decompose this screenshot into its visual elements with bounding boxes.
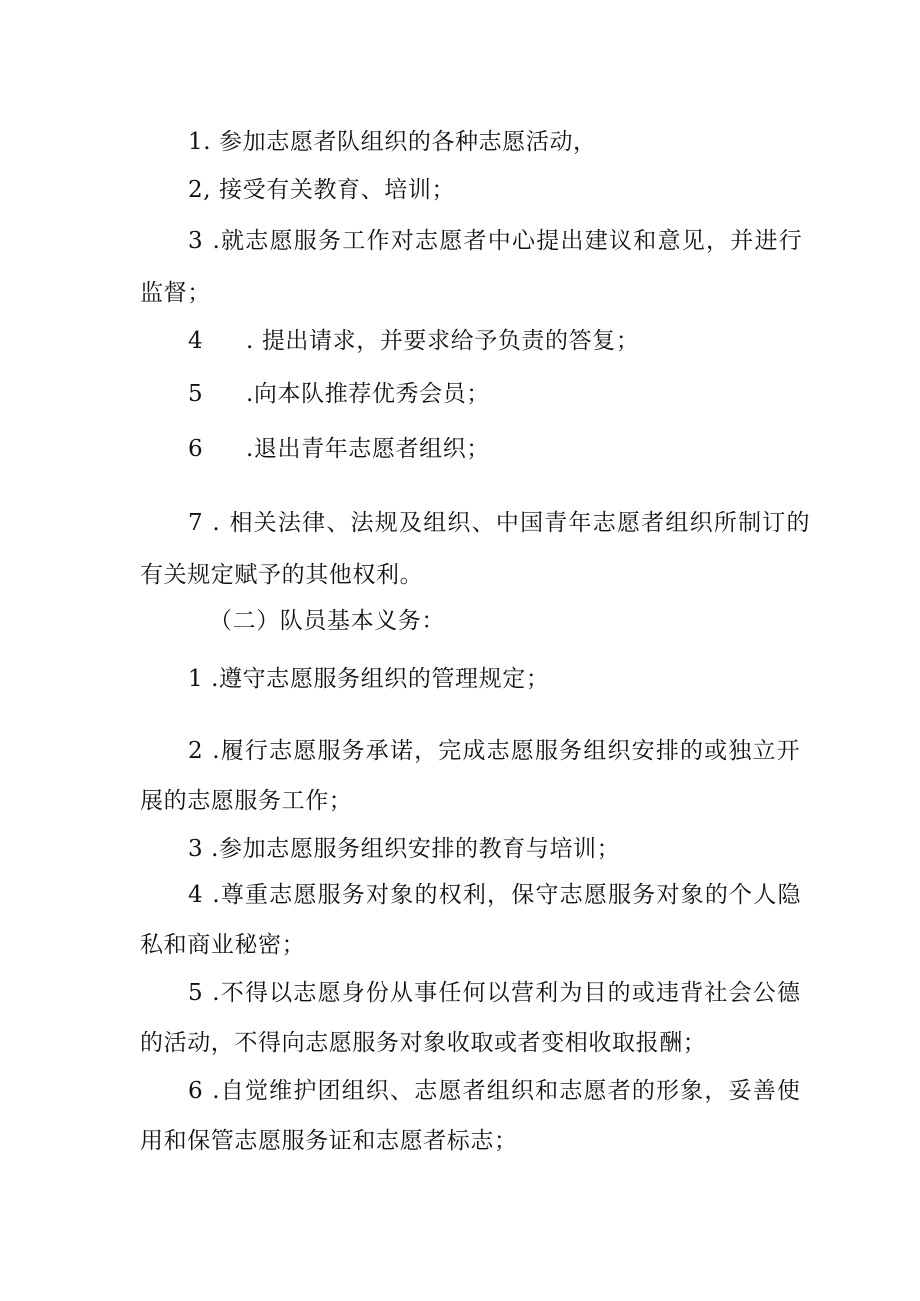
duty-item-2-line-2: 展的志愿服务工作； xyxy=(140,788,353,814)
right-item-6-text: .退出青年志愿者组织； xyxy=(246,436,490,462)
right-item-6-number: 6 xyxy=(188,436,204,462)
right-item-3-line-2: 监督； xyxy=(140,280,211,306)
duty-item-2-line-1: 2 .履行志愿服务承诺，完成志愿服务组织安排的或独立开 xyxy=(188,738,801,764)
section-heading: （二）队员基本义务： xyxy=(209,608,445,634)
duty-item-4-line-1: 4 .尊重志愿服务对象的权利，保守志愿服务对象的个人隐 xyxy=(188,882,802,908)
duty-item-5-line-2: 的活动，不得向志愿服务对象收取或者变相收取报酬； xyxy=(140,1030,707,1056)
right-item-3-line-1: 3 .就志愿服务工作对志愿者中心提出建议和意见，并进行 xyxy=(188,228,804,254)
duty-item-6-line-2: 用和保管志愿服务证和志愿者标志； xyxy=(140,1128,518,1154)
right-item-4-text: . 提出请求，并要求给予负责的答复； xyxy=(246,328,640,354)
right-item-6 xyxy=(188,438,490,461)
right-item-5 xyxy=(188,383,490,406)
right-item-5-number: 5 xyxy=(188,381,204,407)
right-item-1: 1. 参加志愿者队组织的各种志愿活动， xyxy=(188,129,597,155)
right-item-7-line-2: 有关规定赋予的其他权利。 xyxy=(140,562,424,588)
right-item-2: 2, 接受有关教育、培训； xyxy=(188,177,456,203)
duty-item-3: 3 .参加志愿服务组织安排的教育与培训； xyxy=(188,836,621,862)
right-item-4 xyxy=(188,330,639,353)
duty-item-4-line-2: 私和商业秘密； xyxy=(140,932,306,958)
right-item-4-number: 4 xyxy=(188,328,204,354)
duty-item-6-line-1: 6 .自觉维护团组织、志愿者组织和志愿者的形象，妥善使 xyxy=(188,1078,802,1104)
right-item-7-line-1: 7 . 相关法律、法规及组织、中国青年志愿者组织所制订的 xyxy=(188,510,811,536)
duty-item-1: 1 .遵守志愿服务组织的管理规定； xyxy=(188,666,550,692)
duty-item-5-line-1: 5 .不得以志愿身份从事任何以营利为目的或违背社会公德 xyxy=(188,980,802,1006)
right-item-5-text: .向本队推荐优秀会员； xyxy=(246,381,490,407)
